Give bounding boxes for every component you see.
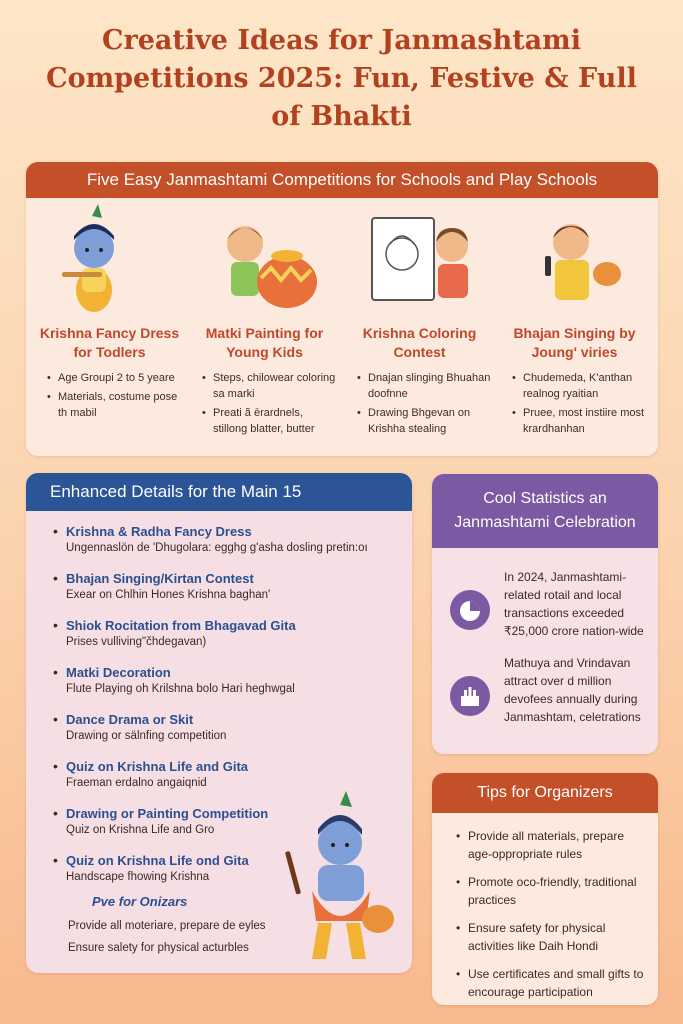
- detail-item: [66, 664, 392, 711]
- competitions-heading: Five Easy Janmashtami Competitions for Schools and Play Schools: [26, 162, 658, 198]
- detail-title: • Quiz on Krishna Life ond Gita: [66, 853, 249, 868]
- competitions-card: [26, 162, 658, 456]
- stats-heading: Cool Statistics an Janmashtami Celebration: [432, 474, 658, 548]
- detail-sub: Drawing or sälnfing competition: [66, 730, 227, 742]
- detail-sub: Exear on Chlhin Hones Krishna baghan': [66, 589, 271, 601]
- detail-title: • Quiz on Krishna Life and Gita: [66, 759, 249, 774]
- temple-icon: [450, 676, 490, 716]
- detail-last-point: Provide all moteriare, prepare de eyles: [68, 920, 266, 932]
- stats-card: [432, 474, 658, 754]
- detail-title: • Krishna & Radha Fancy Dress: [66, 524, 252, 539]
- competition-item: [497, 198, 652, 440]
- detail-item: [66, 617, 392, 664]
- competition-point: • Steps, chilowear coloring sa marki: [213, 370, 336, 402]
- bhajan-singer-illustration: [497, 198, 652, 318]
- coloring-easel-illustration: [342, 198, 497, 318]
- competition-title: Krishna Coloring Contest: [362, 325, 477, 360]
- detail-sub: Fraeman erdalno angaiqnid: [66, 777, 207, 789]
- detail-last-point: Ensure salety for physical acturbles: [68, 942, 249, 954]
- detail-item: [66, 711, 392, 758]
- detail-title: • Bhajan Singing/Kirtan Contest: [66, 571, 254, 586]
- krishna-child-illustration: [32, 198, 187, 318]
- detail-sub: Quiz on Krishna Life and Gro: [66, 824, 215, 836]
- detail-sub: Flute Playing oh Krilshna bolo Hari heghwgal: [66, 683, 295, 695]
- detail-item: [66, 523, 392, 570]
- stat-text: In 2024, Janmashtami-related rotail and local transactions exceeded ₹25,000 crore nation-wide: [504, 570, 644, 638]
- tips-card: [432, 773, 658, 1005]
- pie-chart-icon: [450, 590, 490, 630]
- tip-item: • Use certificates and small gifts to encourage participation: [468, 965, 648, 1001]
- tip-item: • Ensure safety for physical activities like Daih Hondi: [468, 919, 648, 955]
- page-title: Creative Ideas for Janmashtami Competitions 2025: Fun, Festive & Full of Bhakti: [46, 25, 637, 132]
- detail-title: • Shiok Rocitation from Bhagavad Gita: [66, 618, 296, 633]
- competition-title: Matki Painting for Young Kids: [205, 325, 324, 360]
- detail-last-title: Pve for Onizars: [92, 894, 188, 909]
- tips-heading: Tips for Organizers: [432, 773, 658, 813]
- competition-point: • Pruee, most instiire most krardhanhan: [523, 405, 646, 437]
- competition-point: • Drawing Bhgevan on Krishha stealing: [368, 405, 491, 437]
- detail-title: • Matki Decoration: [66, 665, 171, 680]
- competition-title: Bhajan Singing by Joung' viries: [513, 325, 636, 360]
- competition-item: [32, 198, 187, 440]
- detail-title: • Dance Drama or Skit: [66, 712, 194, 727]
- detail-sub: Prises vulliving"čhdegavan): [66, 636, 207, 648]
- competition-point: • Chudemeda, K'anthan realnog ryaitian: [523, 370, 646, 402]
- matki-painting-illustration: [187, 198, 342, 318]
- stat-item: [432, 568, 658, 640]
- competition-point: • Age Groupi 2 to 5 yeare: [58, 370, 181, 386]
- stat-item: [432, 654, 658, 726]
- details-card: [26, 473, 412, 973]
- competition-point: • Dnajan slinging Bhuahan doofnne: [368, 370, 491, 402]
- krishna-flute-illustration: [282, 791, 402, 961]
- tip-item: • Promote oco-friendly, traditional practices: [468, 873, 648, 909]
- competition-title: Krishna Fancy Dress for Todlers: [39, 325, 180, 360]
- competition-item: [342, 198, 497, 440]
- detail-item: [66, 570, 392, 617]
- competition-item: [187, 198, 342, 440]
- details-heading: Enhanced Details for the Main 15: [26, 473, 412, 511]
- stat-text: Mathuya and Vrindavan attract over d million devofees annually during Janmashtam, celetrations: [504, 656, 641, 724]
- detail-title: • Drawing or Painting Competition: [66, 806, 269, 821]
- competition-point: • Preati ã ērardnels, stillong blatter, butter: [213, 405, 336, 437]
- tip-item: • Provide all materials, prepare age-oppropriate rules: [468, 827, 648, 863]
- detail-sub: Ungennaslön de 'Dhugolara: egghg g'asha dosling pretin:oı: [66, 542, 368, 554]
- detail-sub: Handscape fhowing Krishna: [66, 871, 210, 883]
- competition-point: • Materials, costume pose th mabil: [58, 389, 181, 421]
